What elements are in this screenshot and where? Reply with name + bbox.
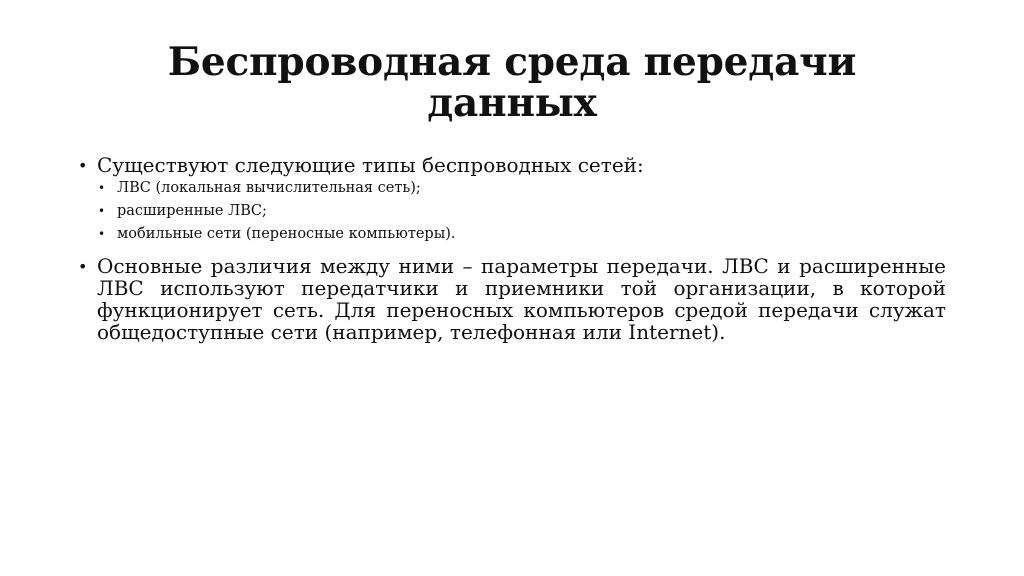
slide-content	[78, 154, 946, 343]
subbullet-icon: •	[98, 204, 106, 218]
subbullet-icon: •	[98, 181, 106, 195]
subbullet-text-extended-lan: расширенные ЛВС;	[117, 203, 267, 219]
bullet-text-main-differences: Основные различия между ними – параметры передачи. ЛВС и расширенные ЛВС используют передатчики и приемники той организации, в которой функционирует сеть. Для переносных компьютеров средой передачи служат общедоступные сети (например, телефонная или Internet).	[97, 254, 946, 344]
subbullet-text-mobile-networks: мобильные сети (переносные компьютеры).	[117, 226, 456, 242]
bullet-item-main-differences	[78, 255, 946, 343]
subbullet-item-extended-lan	[98, 203, 946, 220]
network-types-sublist	[98, 180, 946, 243]
slide-title	[150, 39, 874, 126]
subbullet-item-lan	[98, 180, 946, 197]
subbullet-text-lan: ЛВС (локальная вычислительная сеть);	[117, 180, 421, 196]
slide-title-line-1: Беспроводная среда передачи	[167, 39, 857, 85]
bullet-icon: •	[78, 257, 88, 276]
bullet-icon: •	[78, 156, 88, 175]
subbullet-icon: •	[98, 227, 106, 241]
slide-title-line-2: данных	[427, 80, 597, 126]
subbullet-item-mobile-networks	[98, 226, 946, 243]
bullet-text-wireless-network-types: Существуют следующие типы беспроводных сетей:	[97, 153, 644, 177]
bullet-item-wireless-network-types	[78, 154, 946, 176]
